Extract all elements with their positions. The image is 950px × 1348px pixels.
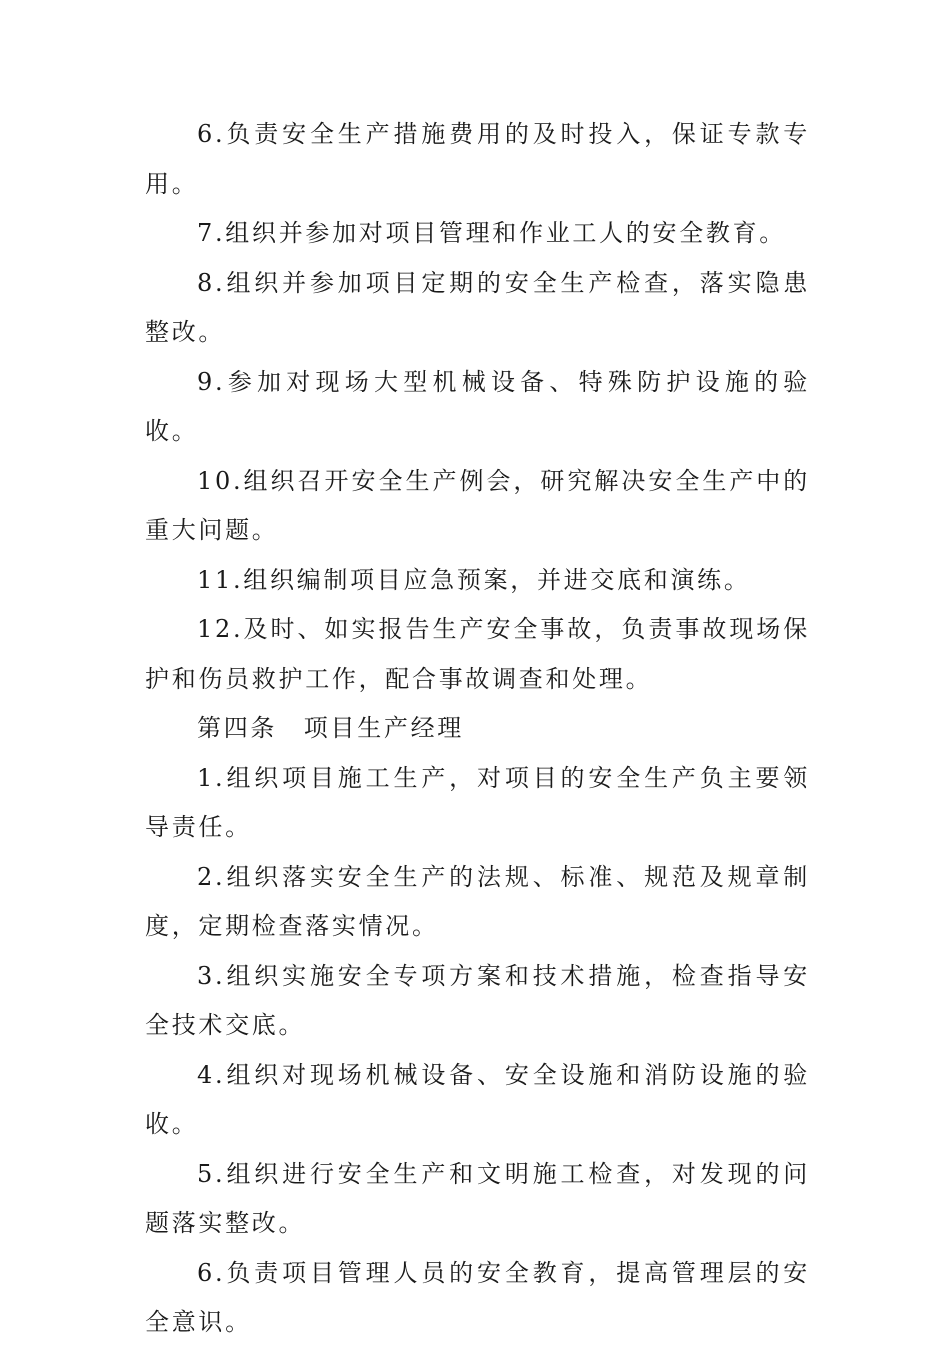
clause-paragraph: 9.参加对现场大型机械设备、特殊防护设施的验收。 bbox=[145, 367, 810, 445]
section-heading: 第四条 项目生产经理 bbox=[197, 714, 464, 742]
document-body bbox=[145, 110, 810, 1348]
section-clause-paragraph: 6.负责项目管理人员的安全教育，提高管理层的安全意识。 bbox=[145, 1258, 810, 1336]
clause-paragraph: 7.组织并参加对项目管理和作业工人的安全教育。 bbox=[197, 219, 786, 247]
section-clause-paragraph: 3.组织实施安全专项方案和技术措施，检查指导安全技术交底。 bbox=[145, 961, 810, 1039]
clause-paragraph: 11.组织编制项目应急预案，并进交底和演练。 bbox=[197, 565, 751, 594]
clause-paragraph: 6.负责安全生产措施费用的及时投入，保证专款专用。 bbox=[145, 120, 810, 198]
section-clause-paragraph: 5.组织进行安全生产和文明施工检查，对发现的问题落实整改。 bbox=[145, 1159, 810, 1237]
clause-paragraph: 12.及时、如实报告生产安全事故，负责事故现场保护和伤员救护工作，配合事故调查和处理。 bbox=[145, 615, 810, 693]
clause-paragraph: 8.组织并参加项目定期的安全生产检查，落实隐患整改。 bbox=[145, 268, 810, 346]
clause-paragraph: 10.组织召开安全生产例会，研究解决安全生产中的重大问题。 bbox=[145, 466, 810, 544]
section-clause-paragraph: 2.组织落实安全生产的法规、标准、规范及规章制度，定期检查落实情况。 bbox=[145, 862, 810, 940]
section-clause-paragraph: 1.组织项目施工生产，对项目的安全生产负主要领导责任。 bbox=[145, 763, 810, 841]
section-clause-paragraph: 4.组织对现场机械设备、安全设施和消防设施的验收。 bbox=[145, 1060, 810, 1138]
